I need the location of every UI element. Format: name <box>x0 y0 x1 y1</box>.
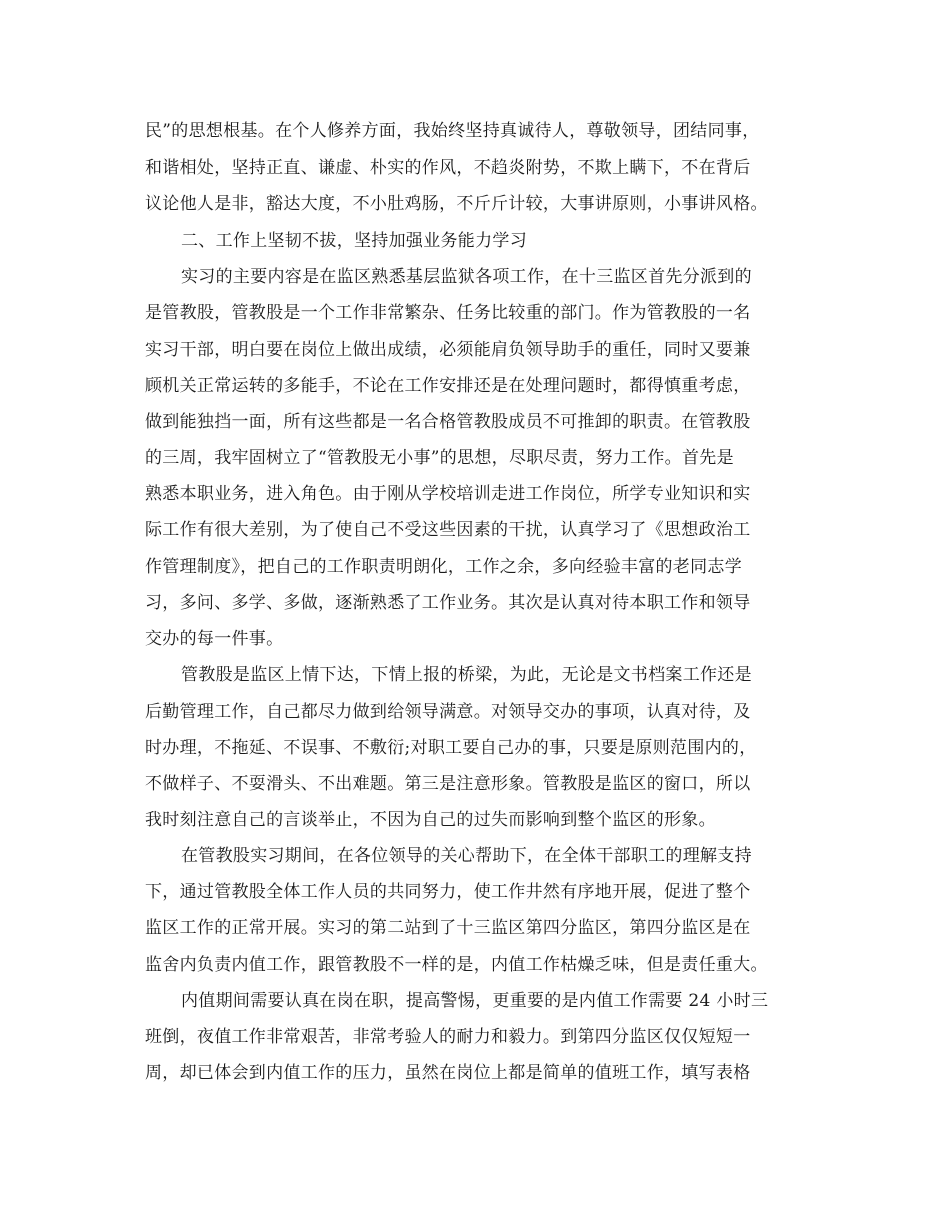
text-line: 熟悉本职业务，进入角色。由于刚从学校培训走进工作岗位，所学专业知识和实 <box>145 484 751 504</box>
text-line: 班倒，夜值工作非常艰苦，非常考验人的耐力和毅力。到第四分监区仅仅短短一 <box>145 1027 751 1047</box>
section-heading: 二、工作上坚韧不拔，坚持加强业务能力学习 <box>181 231 527 251</box>
text-line: 际工作有很大差别，为了使自己不受这些因素的干扰，认真学习了《思想政治工 <box>145 520 751 540</box>
text-line: 习，多问、多学、多做，逐渐熟悉了工作业务。其次是认真对待本职工作和领导 <box>145 593 751 613</box>
text-line: 做到能独挡一面，所有这些都是一名合格管教股成员不可推卸的职责。在管教股 <box>145 412 751 432</box>
text-line: 下，通过管教股全体工作人员的共同努力，使工作井然有序地开展，促进了整个 <box>145 882 751 902</box>
paragraph-first-line: 管教股是监区上情下达，下情上报的桥梁，为此，无论是文书档案工作还是 <box>181 665 752 685</box>
text-line: 监区工作的正常开展。实习的第二站到了十三监区第四分监区，第四分监区是在 <box>145 918 751 938</box>
text-line: 交办的每一件事。 <box>145 629 284 649</box>
text-line: 实习干部，明白要在岗位上做出成绩，必须能肩负领导助手的重任，同时又要兼 <box>145 340 751 360</box>
text-line: 后勤管理工作，自己都尽力做到给领导满意。对领导交办的事项，认真对待，及 <box>145 702 751 722</box>
text-line: 周，却已体会到内值工作的压力，虽然在岗位上都是简单的值班工作，填写表格 <box>145 1063 751 1083</box>
text-line: 顾机关正常运转的多能手，不论在工作安排还是在处理问题时，都得慎重考虑， <box>145 376 751 396</box>
paragraph-first-line: 内值期间需要认真在岗在职，提高警惕，更重要的是内值工作需要 24 小时三 <box>181 991 769 1011</box>
text-line: 是管教股，管教股是一个工作非常繁杂、任务比较重的部门。作为管教股的一名 <box>145 303 751 323</box>
text-line: 的三周，我牢固树立了“管教股无小事”的思想，尽职尽责，努力工作。首先是 <box>145 448 734 468</box>
paragraph-first-line: 在管教股实习期间，在各位领导的关心帮助下，在全体干部职工的理解支持 <box>181 846 752 866</box>
text-line: 作管理制度》，把自己的工作职责明朗化，工作之余，多向经验丰富的老同志学 <box>145 557 742 577</box>
text-line: 议论他人是非，豁达大度，不小肚鸡肠，不斤斤计较，大事讲原则，小事讲风格。 <box>145 194 768 214</box>
text-line: 我时刻注意自己的言谈举止，不因为自己的过失而影响到整个监区的形象。 <box>145 810 716 830</box>
text-line: 民”的思想根基。在个人修养方面，我始终坚持真诚待人，尊敬领导，团结同事， <box>145 121 760 141</box>
text-line: 时办理，不拖延、不误事、不敷衍;对职工要自己办的事，只要是原则范围内的， <box>145 738 757 758</box>
text-line: 不做样子、不耍滑头、不出难题。第三是注意形象。管教股是监区的窗口，所以 <box>145 774 751 794</box>
text-line: 监舍内负责内值工作，跟管教股不一样的是，内值工作枯燥乏味，但是责任重大。 <box>145 955 768 975</box>
text-line: 和谐相处，坚持正直、谦虚、朴实的作风，不趋炎附势，不欺上瞒下，不在背后 <box>145 158 751 178</box>
paragraph-first-line: 实习的主要内容是在监区熟悉基层监狱各项工作，在十三监区首先分派到的 <box>181 267 752 287</box>
